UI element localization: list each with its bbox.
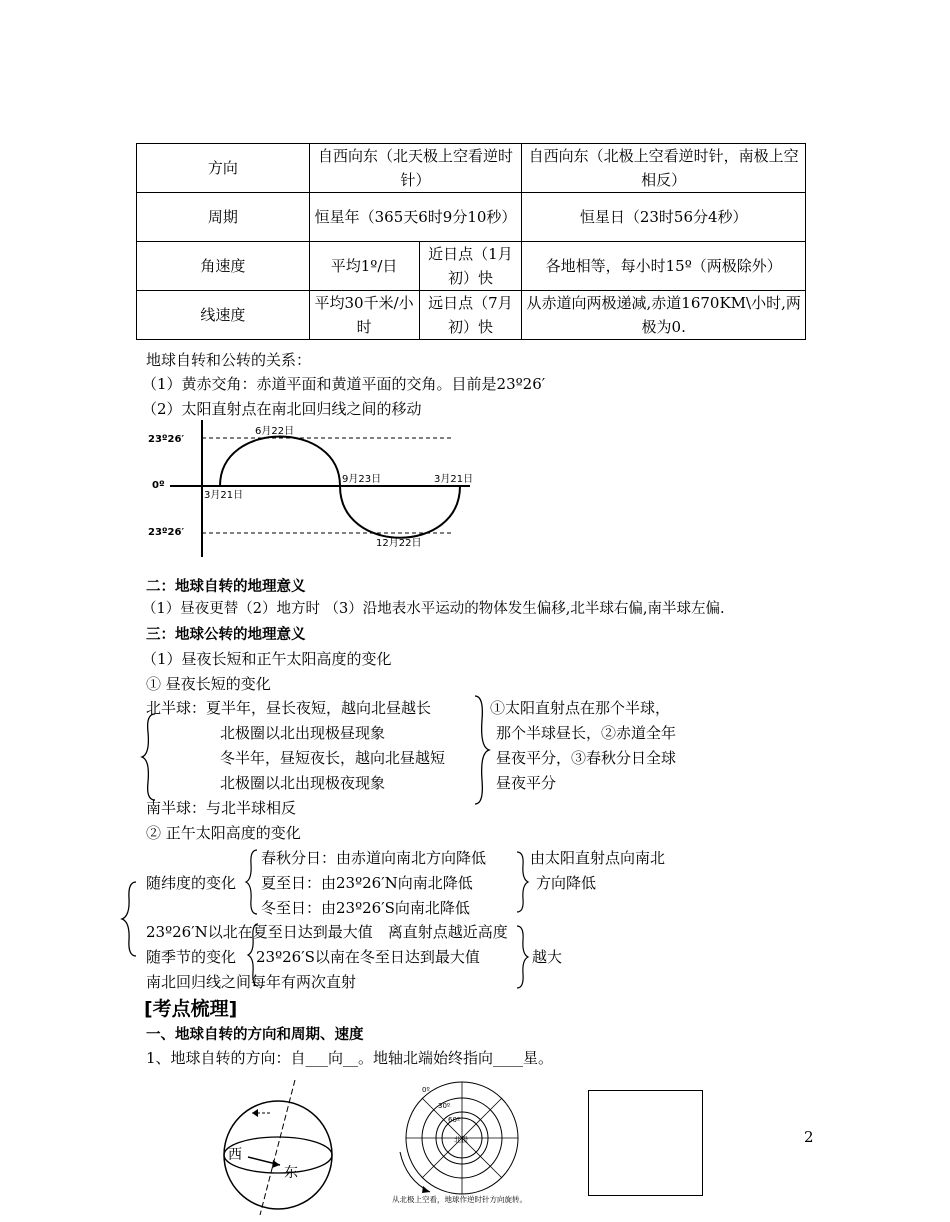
right-brace [472,694,492,806]
row-label-period: 周期 [137,193,310,242]
row-label-direction: 方向 [137,144,310,193]
revolution-angular-speed: 平均1º/日 [309,242,419,291]
review-question-1: 1、地球自转的方向：自___向__。地轴北端始终指向____星。 [146,1049,554,1067]
relation-item-1: （1）黄赤交角：赤道平面和黄道平面的交角。目前是23º26′ [142,375,546,393]
polar-label-pole: 北极 [454,1136,468,1144]
motion-comparison-table [136,143,806,340]
season-line-1: 23º26′N以北在夏至日达到最大值 离直射点越近高度 [146,923,508,941]
polar-label-60: 60º [448,1116,461,1124]
right-note-2: 那个半球昼长，②赤道全年 [496,724,677,742]
section3-sub1a: ① 昼夜长短的变化 [146,675,271,693]
earth-axis [260,1080,295,1215]
section2-text: （1）昼夜更替（2）地方时 （3）沿地表水平运动的物体发生偏移,北半球右偏,南半球左偏. [142,601,725,617]
aphelion-speed: 远日点（7月初）快 [419,291,522,340]
latitude-line-1: 春秋分日：由赤道向南北方向降低 [261,849,487,867]
polar-view-figure [390,1080,560,1205]
review-subheading: 一、地球自转的方向和周期、速度 [146,1027,364,1043]
latitude-line-2: 夏至日：由23º26′N向南北降低 [261,874,473,892]
south-line: 南半球：与北半球相反 [146,799,297,817]
right-note-4: 昼夜平分 [496,774,557,792]
right-note-1: ①太阳直射点在那个半球， [490,699,671,717]
latitude-label: 随纬度的变化 [146,874,237,892]
north-line-2: 北极圈以北出现极昼现象 [220,724,386,742]
globe-figure [210,1075,350,1215]
point-summer-solstice: 6月22日 [255,426,295,437]
point-next-spring-equinox: 3月21日 [434,474,474,485]
revolution-linear-speed: 平均30千米/小时 [309,291,419,340]
review-heading: [考点梳理] [144,998,238,1020]
season-right-brace [514,924,530,990]
revolution-period: 恒星年（365天6时9分10秒） [309,193,522,242]
section2-heading: 二：地球自转的地理意义 [146,579,306,595]
page-number: 2 [804,1128,814,1146]
polar-rotation-arrow [400,1152,430,1192]
label-west: 西 [228,1147,242,1163]
rotation-linear-speed: 从赤道向两极递减,赤道1670KM\小时,两极为0. [522,291,806,340]
polar-arrow-head-icon [422,1186,430,1193]
outer-brace [120,880,140,958]
latitude-right-brace [514,850,530,914]
row-label-linear-speed: 线速度 [137,291,310,340]
row-label-angular-speed: 角速度 [137,242,310,291]
relation-item-2: （2）太阳直射点在南北回归线之间的移动 [142,400,422,418]
subsolar-point-chart [140,420,490,560]
rotation-angular-speed: 各地相等，每小时15º（两极除外） [522,242,806,291]
rotation-period: 恒星日（23时56分4秒） [522,193,806,242]
answer-box [588,1090,703,1196]
point-winter-solstice: 12月22日 [376,538,422,549]
north-line-1: 北半球：夏半年，昼长夜短，越向北昼越长 [146,699,432,717]
point-autumn-equinox: 9月23日 [342,474,382,485]
ylabel-equator: 0º [152,480,165,491]
rotation-direction: 自西向东（北极上空看逆时针，南极上空相反） [522,144,806,193]
revolution-direction: 自西向东（北天极上空看逆时针） [309,144,522,193]
polar-label-0: 0º [422,1086,430,1094]
perihelion-speed: 近日点（1月初）快 [419,242,522,291]
latitude-line-3: 冬至日：由23º26′S向南北降低 [261,899,470,917]
arrow-head-top-icon [252,1109,258,1117]
section3-heading: 三：地球公转的地理意义 [146,627,306,643]
latitude-right-2: 方向降低 [536,874,597,892]
latitude-right-1: 由太阳直射点向南北 [530,849,666,867]
section3-sub1b: ② 正午太阳高度的变化 [146,824,301,842]
ylabel-north: 23º26′ [148,434,185,445]
left-brace [140,712,160,802]
ylabel-south: 23º26′ [148,527,185,538]
section3-sub1: （1）昼夜长短和正午太阳高度的变化 [142,650,392,668]
polar-caption: 从北极上空看，地球作逆时针方向旋转。 [392,1195,527,1204]
season-line-3: 南北回归线之间每年有两次直射 [146,973,357,991]
right-note-3: 昼夜平分，③春秋分日全球 [496,749,677,767]
north-line-3: 冬半年，昼短夜长，越向北昼越短 [220,749,446,767]
polar-label-30: 30º [438,1102,451,1110]
label-east: 东 [284,1165,298,1181]
point-spring-equinox: 3月21日 [204,490,244,501]
subsolar-curve [220,437,460,538]
north-line-4: 北极圈以北出现极夜现象 [220,774,386,792]
relation-heading: 地球自转和公转的关系： [146,351,312,369]
season-line-2: 23º26′S以南在冬至日达到最大值 [256,948,480,966]
season-right: 越大 [532,948,563,966]
season-label: 随季节的变化 [146,948,237,966]
latitude-brace [244,848,260,916]
